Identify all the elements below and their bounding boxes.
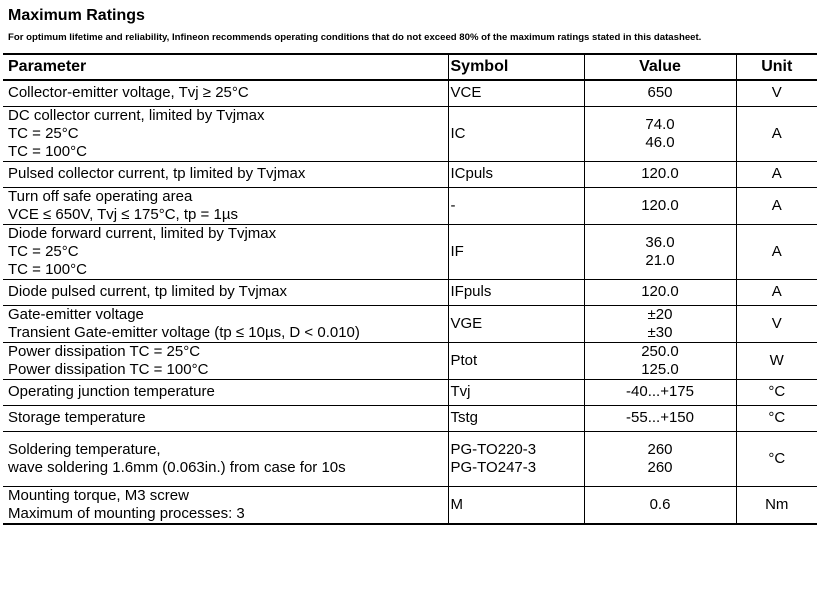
table-header-row — [3, 54, 817, 80]
unit-cell: A — [736, 224, 817, 279]
parameter-cell — [3, 80, 448, 106]
table-row — [3, 431, 817, 486]
value-line: -40...+175 — [626, 383, 694, 400]
value-line: 74.0 — [645, 115, 675, 133]
symbol-line: IFpuls — [450, 283, 492, 300]
symbol-cell — [448, 161, 584, 187]
value-line: 0.6 — [649, 495, 671, 513]
symbol-line: VCE — [450, 84, 482, 102]
parameter-cell — [3, 405, 448, 431]
parameter-cell — [3, 342, 448, 379]
unit-cell: Nm — [736, 486, 817, 524]
table-row — [3, 342, 817, 379]
symbol-line: M — [450, 495, 463, 513]
value-cell — [584, 279, 736, 305]
value-line: 125.0 — [641, 360, 679, 378]
header-value: Value — [584, 54, 736, 80]
parameter-cell — [3, 379, 448, 405]
table-row — [3, 106, 817, 161]
unit-cell: V — [736, 80, 817, 106]
parameter-line: DC collector current, limited by Tvjmax — [8, 106, 265, 124]
parameter-line: TC = 100°C — [8, 260, 87, 278]
symbol-cell — [448, 80, 584, 106]
symbol-cell — [448, 106, 584, 161]
parameter-cell — [3, 279, 448, 305]
symbol-cell — [448, 405, 584, 431]
parameter-cell — [3, 161, 448, 187]
value-line: -55...+150 — [626, 409, 694, 426]
symbol-cell — [448, 279, 584, 305]
symbol-cell — [448, 224, 584, 279]
value-cell — [584, 106, 736, 161]
parameter-line: Gate-emitter voltage — [8, 305, 144, 323]
value-line: 260 — [647, 458, 673, 476]
unit-cell: °C — [736, 405, 817, 431]
symbol-line: Tstg — [450, 409, 479, 426]
parameter-line: TC = 100°C — [8, 142, 87, 160]
value-cell — [584, 305, 736, 342]
table-row — [3, 187, 817, 224]
parameter-line: Pulsed collector current, tp limited by Tvjmax — [8, 165, 306, 182]
symbol-line: IF — [450, 242, 464, 260]
parameter-cell — [3, 106, 448, 161]
value-cell — [584, 405, 736, 431]
table-row — [3, 405, 817, 431]
parameter-line: wave soldering 1.6mm (0.063in.) from case for 10s — [8, 458, 346, 476]
table-row — [3, 279, 817, 305]
parameter-line: Operating junction temperature — [8, 383, 215, 400]
unit-cell: A — [736, 279, 817, 305]
parameter-line: TC = 25°C — [8, 242, 79, 260]
symbol-line: ICpuls — [450, 165, 494, 182]
value-line: 120.0 — [641, 196, 679, 214]
symbol-cell — [448, 342, 584, 379]
value-cell — [584, 379, 736, 405]
parameter-cell — [3, 187, 448, 224]
parameter-line: Transient Gate-emitter voltage (tp ≤ 10µs, D < 0.010) — [8, 323, 360, 341]
value-line: 650 — [647, 84, 673, 102]
value-cell — [584, 342, 736, 379]
symbol-cell — [448, 431, 584, 486]
table-row — [3, 486, 817, 524]
value-line: 260 — [647, 440, 673, 458]
value-line: 21.0 — [645, 251, 675, 269]
parameter-line: Power dissipation TC = 25°C — [8, 342, 201, 360]
value-cell — [584, 224, 736, 279]
parameter-cell — [3, 224, 448, 279]
parameter-cell — [3, 486, 448, 524]
header-symbol: Symbol — [448, 54, 584, 80]
maximum-ratings-table — [3, 53, 817, 525]
value-line: 46.0 — [645, 133, 675, 151]
value-line: ±20 — [647, 305, 673, 323]
table-row — [3, 379, 817, 405]
table-row — [3, 224, 817, 279]
value-cell — [584, 486, 736, 524]
value-line: 120.0 — [641, 283, 679, 300]
value-line: ±30 — [647, 323, 673, 341]
symbol-cell — [448, 486, 584, 524]
recommendation-note: For optimum lifetime and reliability, Infineon recommends operating conditions that do not exceed 80% of the maximum ratings stated in this datasheet. — [8, 32, 702, 43]
value-cell — [584, 80, 736, 106]
parameter-line: Turn off safe operating area — [8, 187, 193, 205]
unit-cell: V — [736, 305, 817, 342]
parameter-line: Soldering temperature, — [8, 440, 161, 458]
symbol-cell — [448, 379, 584, 405]
unit-cell: A — [736, 106, 817, 161]
symbol-line: PG-TO220-3 — [450, 440, 537, 458]
header-parameter: Parameter — [3, 54, 448, 80]
value-line: 250.0 — [641, 342, 679, 360]
parameter-line: Power dissipation TC = 100°C — [8, 360, 209, 378]
symbol-line: Tvj — [450, 383, 471, 400]
symbol-line: IC — [450, 124, 466, 142]
parameter-line: Collector-emitter voltage, Tvj ≥ 25°C — [8, 84, 249, 102]
unit-cell: W — [736, 342, 817, 379]
parameter-line: Diode forward current, limited by Tvjmax — [8, 224, 277, 242]
value-line: 120.0 — [641, 165, 679, 182]
parameter-line: VCE ≤ 650V, Tvj ≤ 175°C, tp = 1µs — [8, 205, 238, 223]
unit-cell: A — [736, 187, 817, 224]
parameter-line: Storage temperature — [8, 409, 146, 426]
parameter-line: Mounting torque, M3 screw — [8, 486, 189, 504]
header-unit: Unit — [736, 54, 817, 80]
symbol-line: Ptot — [450, 351, 478, 369]
value-cell — [584, 161, 736, 187]
parameter-line: TC = 25°C — [8, 124, 79, 142]
table-body — [3, 80, 817, 524]
value-line: 36.0 — [645, 233, 675, 251]
unit-cell: A — [736, 161, 817, 187]
symbol-cell — [448, 187, 584, 224]
parameter-cell — [3, 431, 448, 486]
unit-cell: °C — [736, 379, 817, 405]
unit-cell: °C — [736, 431, 817, 486]
section-title: Maximum Ratings — [8, 7, 145, 24]
symbol-line: - — [450, 196, 456, 214]
parameter-cell — [3, 305, 448, 342]
value-cell — [584, 431, 736, 486]
symbol-cell — [448, 305, 584, 342]
symbol-line: VGE — [450, 314, 483, 332]
parameter-line: Maximum of mounting processes: 3 — [8, 504, 245, 522]
table-row — [3, 80, 817, 106]
symbol-line: PG-TO247-3 — [450, 458, 537, 476]
table-row — [3, 305, 817, 342]
parameter-line: Diode pulsed current, tp limited by Tvjmax — [8, 283, 288, 300]
table-row — [3, 161, 817, 187]
value-cell — [584, 187, 736, 224]
